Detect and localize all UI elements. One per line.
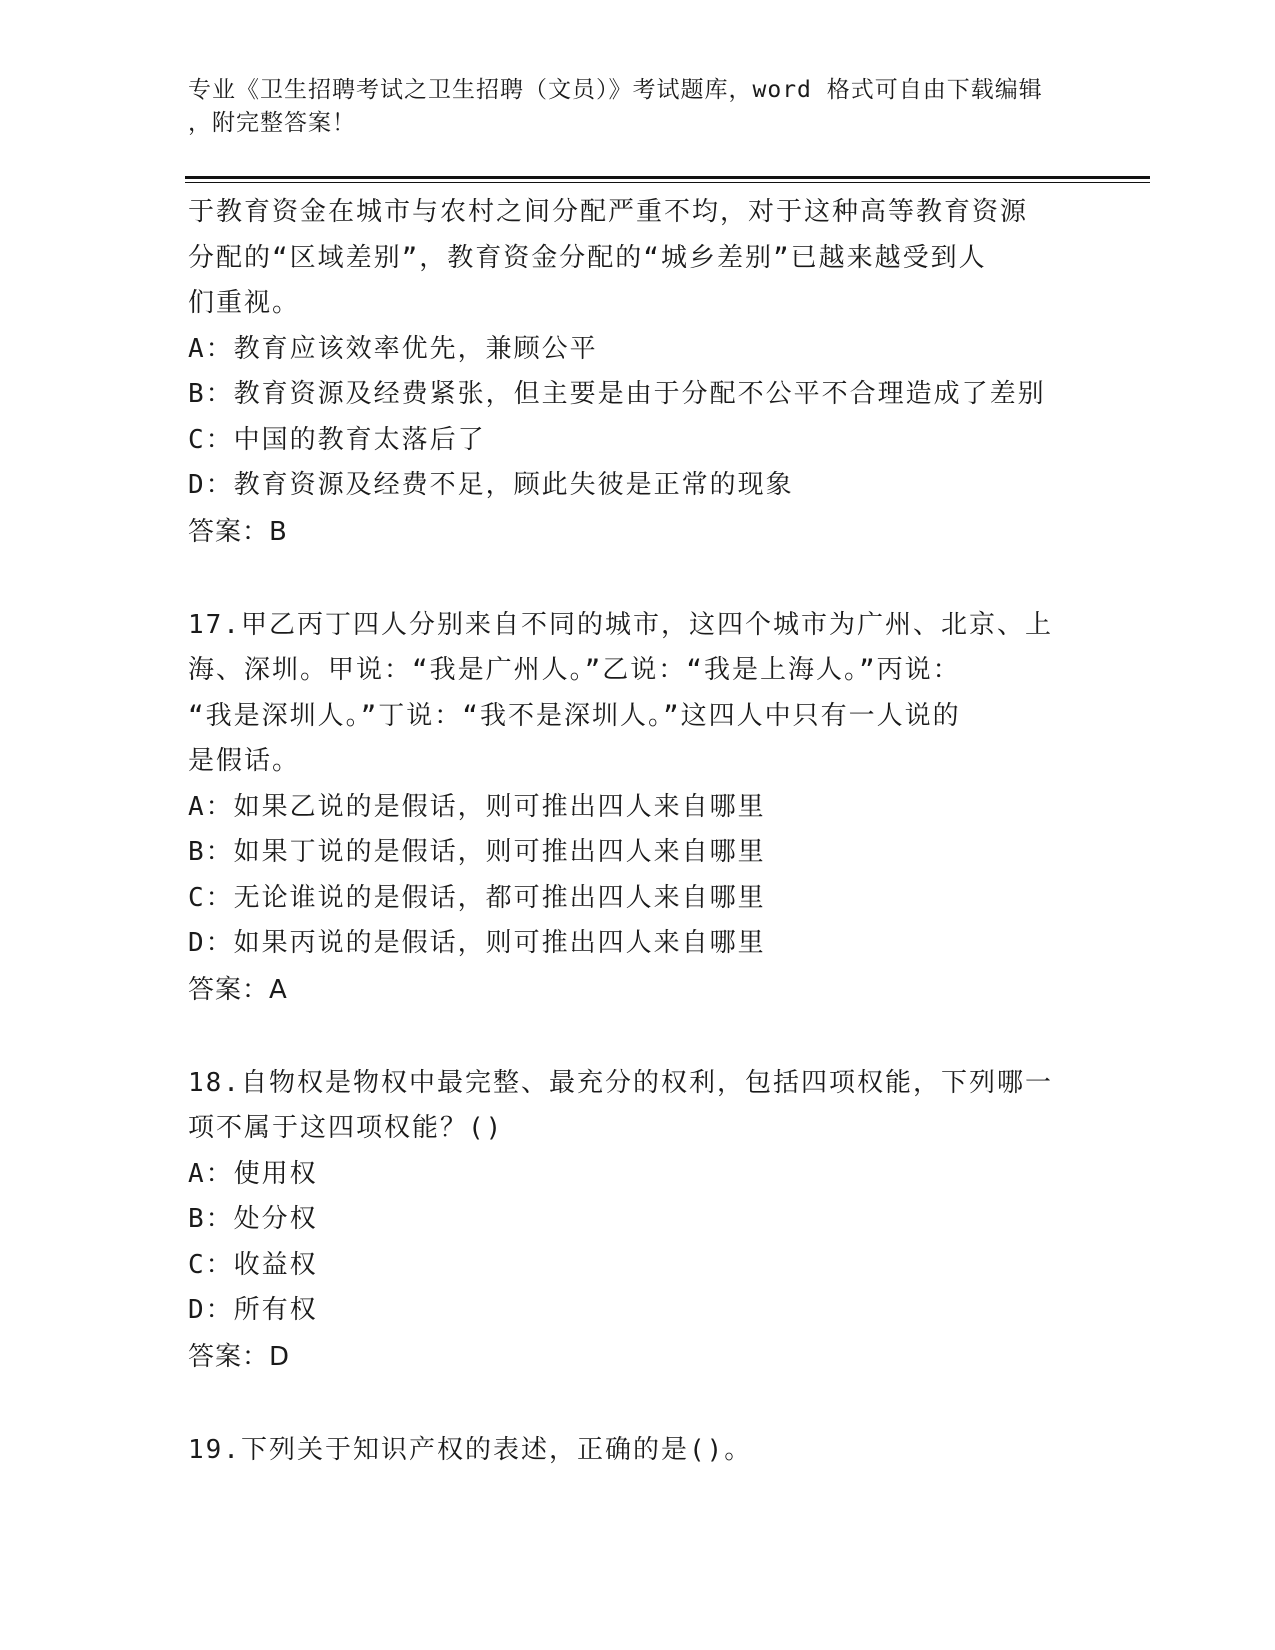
spacer	[188, 1013, 1088, 1061]
option-a: A：如果乙说的是假话，则可推出四人来自哪里	[188, 791, 766, 822]
option-d: D：所有权	[188, 1295, 318, 1325]
question-text-line: 分配的“区域差别”，教育资金分配的“城乡差别”已越来越受到人	[188, 242, 987, 273]
question-19	[188, 1428, 1088, 1474]
header-rule-thick	[185, 176, 1150, 179]
answer-line: 答案：D	[188, 1341, 291, 1372]
option-c: C：收益权	[188, 1249, 318, 1280]
option-c: C：中国的教育太落后了	[188, 424, 486, 455]
option-a: A：使用权	[188, 1158, 318, 1189]
question-text-line: 们重视。	[188, 288, 301, 318]
answer-line: 答案：B	[188, 516, 288, 547]
option-b: B：如果丁说的是假话，则可推出四人来自哪里	[188, 837, 766, 867]
question-text-line: 19.下列关于知识产权的表述，正确的是()。	[188, 1434, 753, 1465]
header-line-2: ，附完整答案！	[188, 110, 356, 136]
question-continuation	[188, 190, 1088, 555]
option-c: C：无论谁说的是假话，都可推出四人来自哪里	[188, 882, 766, 913]
question-text-line: 于教育资金在城市与农村之间分配严重不均，对于这种高等教育资源	[188, 197, 1029, 227]
option-d: D：教育资源及经费不足，顾此失彼是正常的现象	[188, 470, 794, 500]
document-header	[188, 74, 1088, 140]
option-b: B：处分权	[188, 1204, 318, 1234]
question-text-line: 18.自物权是物权中最完整、最充分的权利，包括四项权能，下列哪一	[188, 1067, 1053, 1098]
header-rule-thin	[185, 182, 1150, 183]
spacer	[188, 555, 1088, 603]
question-text-line: 项不属于这四项权能？()	[188, 1113, 504, 1143]
spacer	[188, 1380, 1088, 1428]
header-line-1: 专业《卫生招聘考试之卫生招聘（文员）》考试题库，word 格式可自由下载编辑	[188, 77, 1043, 103]
question-text-line: 海、深圳。甲说：“我是广州人。”乙说：“我是上海人。”丙说：	[188, 655, 961, 685]
question-text-line: 17.甲乙丙丁四人分别来自不同的城市，这四个城市为广州、北京、上	[188, 609, 1053, 640]
question-text-line: 是假话。	[188, 746, 301, 776]
option-d: D：如果丙说的是假话，则可推出四人来自哪里	[188, 928, 766, 958]
option-b: B：教育资源及经费紧张，但主要是由于分配不公平不合理造成了差别	[188, 379, 1046, 409]
option-a: A：教育应该效率优先，兼顾公平	[188, 333, 598, 364]
question-text-line: “我是深圳人。”丁说：“我不是深圳人。”这四人中只有一人说的	[188, 700, 961, 731]
answer-line: 答案：A	[188, 974, 288, 1005]
question-17	[188, 603, 1088, 1013]
question-18	[188, 1061, 1088, 1380]
document-body	[188, 190, 1088, 1473]
